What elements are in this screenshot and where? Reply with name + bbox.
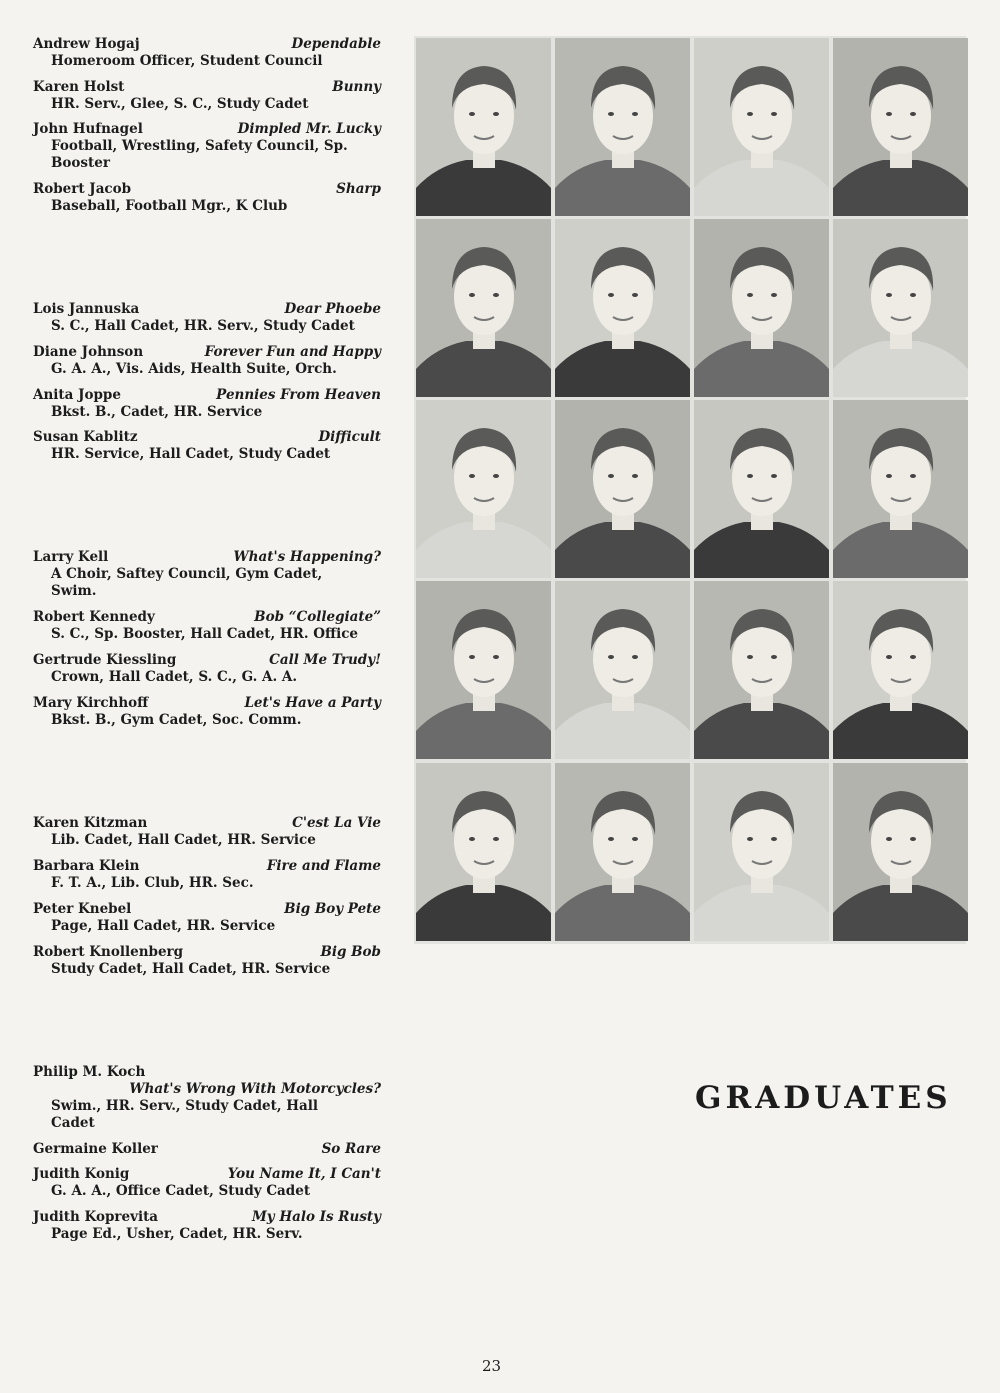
student-name: Germaine Koller bbox=[33, 1141, 158, 1157]
senior-entry bbox=[33, 181, 381, 215]
student-portrait bbox=[833, 581, 968, 759]
student-quote: My Halo Is Rusty bbox=[251, 1209, 381, 1225]
student-activities: Booster bbox=[51, 155, 110, 171]
portrait-grid bbox=[414, 36, 966, 944]
name-row bbox=[33, 79, 381, 96]
name-row bbox=[33, 1209, 381, 1226]
student-portrait bbox=[833, 219, 968, 397]
student-activities: Study Cadet, Hall Cadet, HR. Service bbox=[51, 961, 331, 977]
student-activities: Bkst. B., Gym Cadet, Soc. Comm. bbox=[51, 712, 302, 728]
student-quote: Sharp bbox=[336, 181, 381, 197]
senior-entry bbox=[33, 549, 381, 600]
name-row bbox=[33, 36, 381, 53]
name-row bbox=[33, 344, 381, 361]
senior-entry bbox=[33, 695, 381, 729]
student-quote: Bunny bbox=[332, 79, 381, 95]
student-activities: Lib. Cadet, Hall Cadet, HR. Service bbox=[51, 832, 316, 848]
student-name: Larry Kell bbox=[33, 549, 109, 565]
name-row bbox=[33, 695, 381, 712]
student-portrait bbox=[555, 38, 690, 216]
senior-entry bbox=[33, 858, 381, 892]
name-row bbox=[33, 944, 381, 961]
name-row bbox=[33, 301, 381, 318]
student-activities: HR. Serv., Glee, S. C., Study Cadet bbox=[51, 96, 309, 112]
student-quote: Forever Fun and Happy bbox=[204, 344, 381, 360]
student-portrait bbox=[416, 581, 551, 759]
student-portrait bbox=[694, 763, 829, 941]
student-portrait bbox=[416, 763, 551, 941]
student-activities: Football, Wrestling, Safety Council, Sp. bbox=[51, 138, 348, 154]
student-quote: Fire and Flame bbox=[266, 858, 381, 874]
student-name: Robert Jacob bbox=[33, 181, 132, 197]
student-name: Gertrude Kiessling bbox=[33, 652, 177, 668]
student-portrait bbox=[555, 581, 690, 759]
student-name: Robert Kennedy bbox=[33, 609, 155, 625]
student-name: Karen Holst bbox=[33, 79, 125, 95]
senior-entry bbox=[33, 901, 381, 935]
student-activities: Page Ed., Usher, Cadet, HR. Serv. bbox=[51, 1226, 303, 1242]
student-activities: Homeroom Officer, Student Council bbox=[51, 53, 323, 69]
student-quote: Pennies From Heaven bbox=[216, 387, 381, 403]
student-portrait bbox=[416, 38, 551, 216]
student-name: Karen Kitzman bbox=[33, 815, 148, 831]
senior-entry bbox=[33, 815, 381, 849]
student-portrait bbox=[694, 581, 829, 759]
student-name: Judith Konig bbox=[33, 1166, 130, 1182]
student-activities: Page, Hall Cadet, HR. Service bbox=[51, 918, 276, 934]
student-name: Susan Kablitz bbox=[33, 429, 138, 445]
student-activities: S. C., Sp. Booster, Hall Cadet, HR. Office bbox=[51, 626, 359, 642]
name-row bbox=[33, 387, 381, 404]
name-row bbox=[33, 181, 381, 198]
senior-entry bbox=[33, 344, 381, 378]
student-portrait bbox=[555, 400, 690, 578]
student-portrait bbox=[694, 400, 829, 578]
student-activities: Baseball, Football Mgr., K Club bbox=[51, 198, 288, 214]
student-quote: Bob “Collegiate” bbox=[254, 609, 381, 625]
name-row bbox=[33, 901, 381, 918]
senior-entry bbox=[33, 944, 381, 978]
student-activities: F. T. A., Lib. Club, HR. Sec. bbox=[51, 875, 254, 891]
senior-entry bbox=[33, 1166, 381, 1200]
student-activities: A Choir, Saftey Council, Gym Cadet, bbox=[51, 566, 323, 582]
student-quote: Dependable bbox=[291, 36, 381, 52]
student-portrait bbox=[416, 219, 551, 397]
name-row bbox=[33, 1064, 381, 1081]
page-number: 23 bbox=[482, 1357, 502, 1375]
name-row bbox=[33, 815, 381, 832]
student-name: Judith Koprevita bbox=[33, 1209, 159, 1225]
student-quote: Let's Have a Party bbox=[244, 695, 381, 711]
name-row bbox=[33, 1141, 381, 1158]
senior-entry bbox=[33, 1141, 381, 1158]
student-activities: Bkst. B., Cadet, HR. Service bbox=[51, 404, 263, 420]
name-row bbox=[33, 121, 381, 138]
student-quote: C'est La Vie bbox=[292, 815, 381, 831]
student-name: Lois Jannuska bbox=[33, 301, 140, 317]
student-activities: G. A. A., Vis. Aids, Health Suite, Orch. bbox=[51, 361, 337, 377]
student-activities: G. A. A., Office Cadet, Study Cadet bbox=[51, 1183, 311, 1199]
student-portrait bbox=[416, 400, 551, 578]
student-quote: Big Boy Pete bbox=[284, 901, 381, 917]
student-activities: HR. Service, Hall Cadet, Study Cadet bbox=[51, 446, 331, 462]
senior-entry bbox=[33, 1064, 381, 1132]
senior-entry bbox=[33, 121, 381, 172]
student-name: Barbara Klein bbox=[33, 858, 140, 874]
student-activities: S. C., Hall Cadet, HR. Serv., Study Cadet bbox=[51, 318, 355, 334]
student-portrait bbox=[555, 219, 690, 397]
student-quote: You Name It, I Can't bbox=[227, 1166, 381, 1182]
section-title: GRADUATES bbox=[695, 1080, 952, 1116]
student-name: Robert Knollenberg bbox=[33, 944, 184, 960]
student-activities: Cadet bbox=[51, 1115, 95, 1131]
name-row bbox=[33, 549, 381, 566]
student-quote: Dimpled Mr. Lucky bbox=[237, 121, 381, 137]
student-quote: What's Wrong With Motorcycles? bbox=[129, 1081, 381, 1097]
senior-entry bbox=[33, 36, 381, 70]
student-activities: Crown, Hall Cadet, S. C., G. A. A. bbox=[51, 669, 298, 685]
senior-entry bbox=[33, 429, 381, 463]
student-quote: Call Me Trudy! bbox=[269, 652, 381, 668]
student-name: Andrew Hogaj bbox=[33, 36, 140, 52]
name-row bbox=[33, 429, 381, 446]
student-quote: What's Happening? bbox=[233, 549, 381, 565]
student-portrait bbox=[833, 763, 968, 941]
student-portrait bbox=[694, 38, 829, 216]
student-portrait bbox=[694, 219, 829, 397]
name-row bbox=[33, 858, 381, 875]
student-quote: Dear Phoebe bbox=[284, 301, 381, 317]
student-activities: Swim., HR. Serv., Study Cadet, Hall bbox=[51, 1098, 318, 1114]
student-portrait bbox=[555, 763, 690, 941]
student-name: Anita Joppe bbox=[33, 387, 121, 403]
student-name: John Hufnagel bbox=[33, 121, 143, 137]
student-quote: Big Bob bbox=[320, 944, 381, 960]
student-name: Mary Kirchhoff bbox=[33, 695, 149, 711]
student-name: Peter Knebel bbox=[33, 901, 132, 917]
student-name: Philip M. Koch bbox=[33, 1064, 146, 1080]
senior-entry bbox=[33, 609, 381, 643]
senior-entry bbox=[33, 79, 381, 113]
senior-entry bbox=[33, 652, 381, 686]
name-row bbox=[33, 1166, 381, 1183]
senior-entry bbox=[33, 1209, 381, 1243]
senior-entry bbox=[33, 301, 381, 335]
student-portrait bbox=[833, 400, 968, 578]
student-name: Diane Johnson bbox=[33, 344, 144, 360]
name-row bbox=[33, 609, 381, 626]
senior-entry bbox=[33, 387, 381, 421]
student-quote: So Rare bbox=[321, 1141, 381, 1157]
name-row bbox=[33, 652, 381, 669]
student-quote: Difficult bbox=[318, 429, 381, 445]
student-activities: Swim. bbox=[51, 583, 97, 599]
student-portrait bbox=[833, 38, 968, 216]
